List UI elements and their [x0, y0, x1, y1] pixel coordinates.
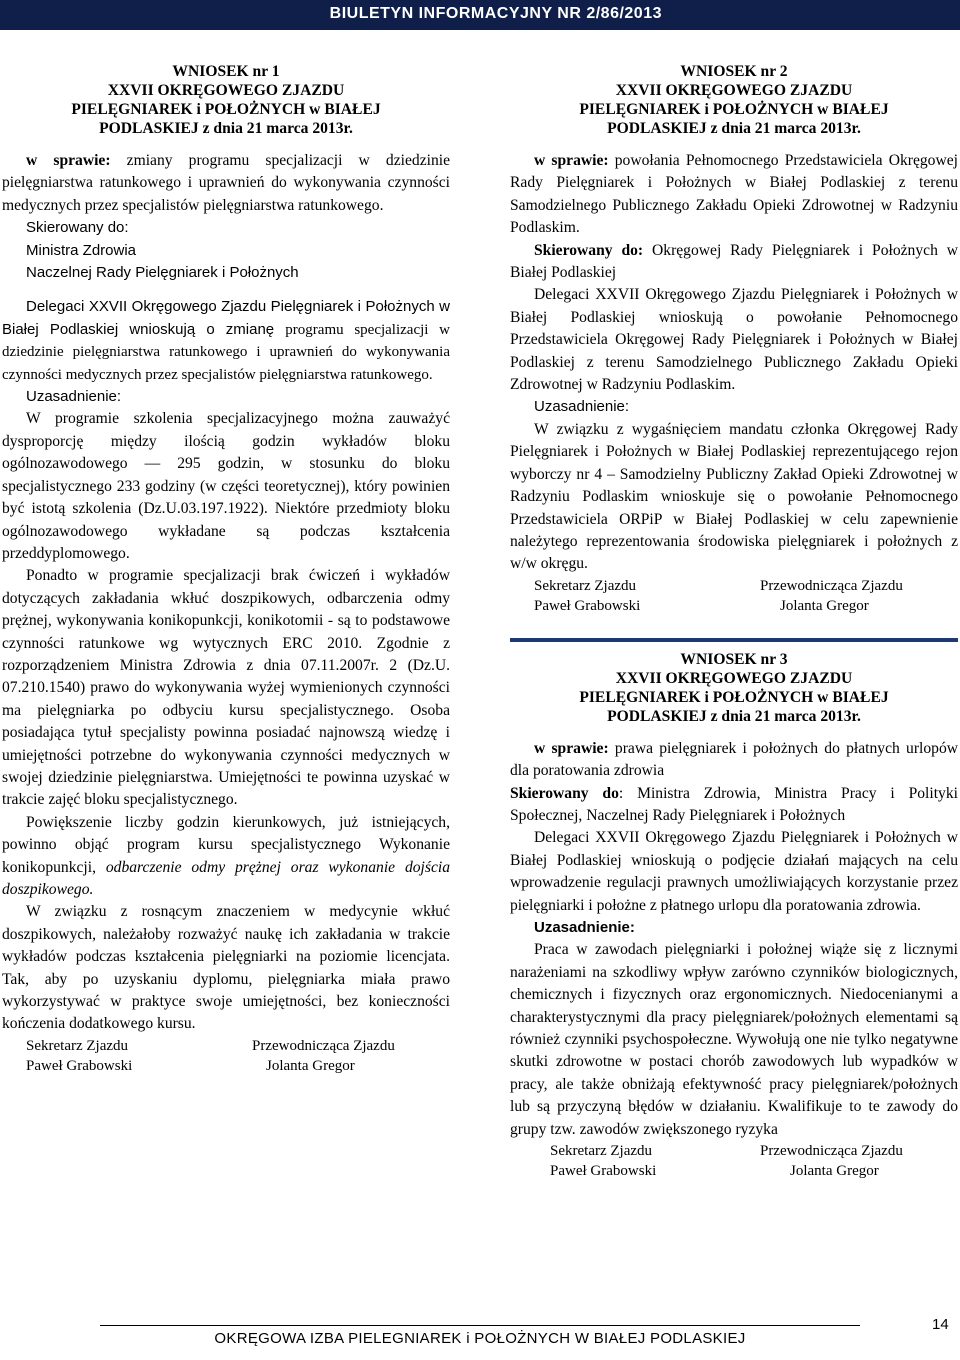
- signature-row: Sekretarz Zjazdu Przewodnicząca Zjazdu: [26, 1037, 395, 1054]
- paragraph: W związku z wygaśnięciem mandatu członka Okręgowej Rady Pielęgniarek i Położnych w Białej Podlaskiej reprezentującego rejon wyborczy nr 4 – Samodzielny Publiczny Zakład Opieki Zdrowotnej w Radzyniu Podlaskim wnioskuje się o powołanie Pełnomocnego Przedstawiciela ORPiP w Białej Podlaskiej w celu zapewnienie należytego reprezentowania środowiska pielęgniarek i położnych z w/w okręgu.: [510, 420, 958, 573]
- wniosek-2: [510, 62, 958, 1181]
- wniosek-1: [2, 62, 450, 1076]
- w-sprawie: w sprawie: prawa pielęgniarek i położnych do płatnych urlopów dla poratowania zdrowia: [510, 739, 959, 780]
- footer-rule: [100, 1325, 860, 1326]
- wniosek-2-title: WNIOSEK nr 2 XXVII OKRĘGOWEGO ZJAZDU PIELĘGNIAREK i POŁOŻNYCH w BIAŁEJ PODLASKIEJ z dnia 21 marca 2013r.: [579, 63, 889, 137]
- signature-row: Paweł Grabowski Jolanta Gregor: [550, 1163, 879, 1180]
- w-sprawie: w sprawie: powołania Pełnomocnego Przedstawiciela Okręgowej Rady Pielęgniarek i Położnych w Białej Podlaskiej z terenu Samodzielnego Publicznego Zakładu Opieki Zdrowotnej w Radzyniu Podlaskim.: [510, 152, 958, 237]
- skierowany-1: Ministra Zdrowia: [26, 241, 137, 259]
- skierowany-2: Naczelnej Rady Pielęgniarek i Położnych: [26, 264, 299, 282]
- paragraph: W związku z rosnącym znaczeniem w medycynie wkłuć doszpikowych, należałoby rozważyć naukę ich zakładania w trakcie wykładów podczas kształcenia pielęgniarki na poziomie licencjata. Tak, aby po uzyskaniu dyplomu, pielęgniarka miała prawo wykorzystywać w praktyce swoje umiejętności, bez konieczności kończenia dodatkowego kursu.: [2, 903, 450, 1033]
- paragraph: Praca w zawodach pielęgniarki i położnej wiąże się z licznymi narażeniami na szkodliwy wpływ zarówno czynników biologicznych, chemicznych i fizycznych oraz ergonomicznych. Niedocenianymi a charakterystycznymi dla pracy pielęgniarek/położnych elementami są również czynniki psychospołeczne. Wywołują one nie tylko negatywne skutki zdrowotne w postaci chorób zawodowych lub wypadków w pracy, ale także obniżają efektywność pracy pielęgniarek/położnych lub są przyczyną błędów w działaniu. Kwalifikuje to te zawody do grupy tzw. zawodów zwiększonego ryzyka: [510, 941, 958, 1138]
- skierowany: Skierowany do: Ministra Zdrowia, Ministra Pracy i Polityki Społecznej, Naczelnej Rady Pielęgniarek i Położnych: [510, 784, 958, 824]
- bulletin-title: BIULETYN INFORMACYJNY NR 2/86/2013: [329, 5, 662, 22]
- delegaci-text: Delegaci XXVII Okręgowego Zjazdu Pielęgniarek i Położnych w Białej Podlaskiej wnioskują o podjęcie działań mających na celu wprowadzenie regulacji prawnych umożliwiających korzystanie przez pielęgniarki i położne z płatnego urlopu dla poratowania zdrowia.: [510, 829, 958, 914]
- signature-row: Sekretarz Zjazdu Przewodnicząca Zjazdu: [534, 577, 903, 594]
- wniosek-3-title: WNIOSEK nr 3 XXVII OKRĘGOWEGO ZJAZDU PIELĘGNIAREK i POŁOŻNYCH w BIAŁEJ PODLASKIEJ z dnia 21 marca 2013r.: [579, 650, 889, 725]
- skierowany-label: Skierowany do:: [26, 219, 129, 237]
- uzasadnienie-label: Uzasadnienie:: [26, 388, 122, 406]
- paragraph: W programie szkolenia specjalizacyjnego można zauważyć dysproporcję między ilością godzin wykładów bloku ogólnozawodowego — 295 godzin, w stosunku do bloku specjalistycznego 233 godziny (w części teoretycznej), który powinien być istotą szkolenia (Dz.U.03.197.1922). Niektóre przedmioty bloku ogólnozawodowego wykładane są podczas kształcenia przeddyplomowego.: [2, 410, 450, 562]
- uzasadnienie-label: Uzasadnienie:: [534, 398, 630, 416]
- section-divider: [510, 638, 958, 642]
- paragraph: Powiększenie liczby godzin kierunkowych, już istniejących, powinno objąć program kursu specjalistycznego Wykonanie konikopunkcji, odbarczenie odmy prężnej oraz wykonanie dojścia doszpikowego.: [2, 813, 450, 898]
- delegaci-text: Delegaci XXVII Okręgowego Zjazdu Pielęgniarek i Położnych w Białej Podlaskiej wnioskują o powołanie Pełnomocnego Przedstawiciela Okręgowej Rady Pielęgniarek i Położnych w Białej Podlaskiej z terenu Samodzielnego Publicznego Zakładu Opieki Zdrowotnej w Radzyniu Podlaskim.: [510, 286, 958, 394]
- skierowany: Skierowany do: Okręgowej Rady Pielęgniarek i Położnych w Białej Podlaskiej: [510, 241, 959, 282]
- page-number: 14: [932, 1316, 949, 1333]
- signature-row: Sekretarz Zjazdu Przewodnicząca Zjazdu: [550, 1143, 903, 1160]
- delegaci-text: Delegaci XXVII Okręgowego Zjazdu Pielęgniarek i Położnych w Białej Podlaskiej wnioskują o zmianę programu specjalizacji w dziedzinie pielęgniarstwa ratunkowego i uprawnień do wykonywania czynności medycznych przez specjalistów pielęgniarstwa ratunkowego.: [2, 298, 450, 383]
- signature-row: Paweł Grabowski Jolanta Gregor: [534, 597, 869, 614]
- w-sprawie: w sprawie: zmiany programu specjalizacji w dziedzinie pielęgniarstwa ratunkowego i uprawnień do wykonywania czynności medycznych przez specjalistów pielęgniarstwa ratunkowego.: [2, 152, 451, 214]
- footer-text: OKRĘGOWA IZBA PIELEGNIAREK i POŁOŻNYCH W BIAŁEJ PODLASKIEJ: [214, 1330, 746, 1347]
- signature-row: Paweł Grabowski Jolanta Gregor: [26, 1057, 355, 1074]
- paragraph: Ponadto w programie specjalizacji brak ćwiczeń i wykładów dotyczących zakładania wkłuć doszpikowych, odbarczenia odmy prężnej, wykonywania konikopunkcji, konikotomii - są to podstawowe czynności ratunkowe wg wytycznych ERC 2010. Zgodnie z rozporządzeniem Ministra Zdrowia z dnia 07.11.2007r. 2 (Dz.U. 07.210.1540) prawo do wykonywania wyżej wymienionych czynności ma pielęgniarka po odbyciu kursu specjalistycznego. Osoba posiadająca tytuł specjalisty powinna posiadać najnowszą wiedzę i umiejętności potrzebne do wykonywania czynności medycznych w swojej dziedzinie pielęgniarstwa. Umiejętności te powinna uzyskać w trakcie zajęć bloku specjalistycznego.: [2, 567, 450, 809]
- uzasadnienie-label: Uzasadnienie:: [534, 918, 635, 936]
- wniosek-1-title: WNIOSEK nr 1 XXVII OKRĘGOWEGO ZJAZDU PIELĘGNIAREK i POŁOŻNYCH w BIAŁEJ PODLASKIEJ z dnia 21 marca 2013r.: [71, 63, 381, 137]
